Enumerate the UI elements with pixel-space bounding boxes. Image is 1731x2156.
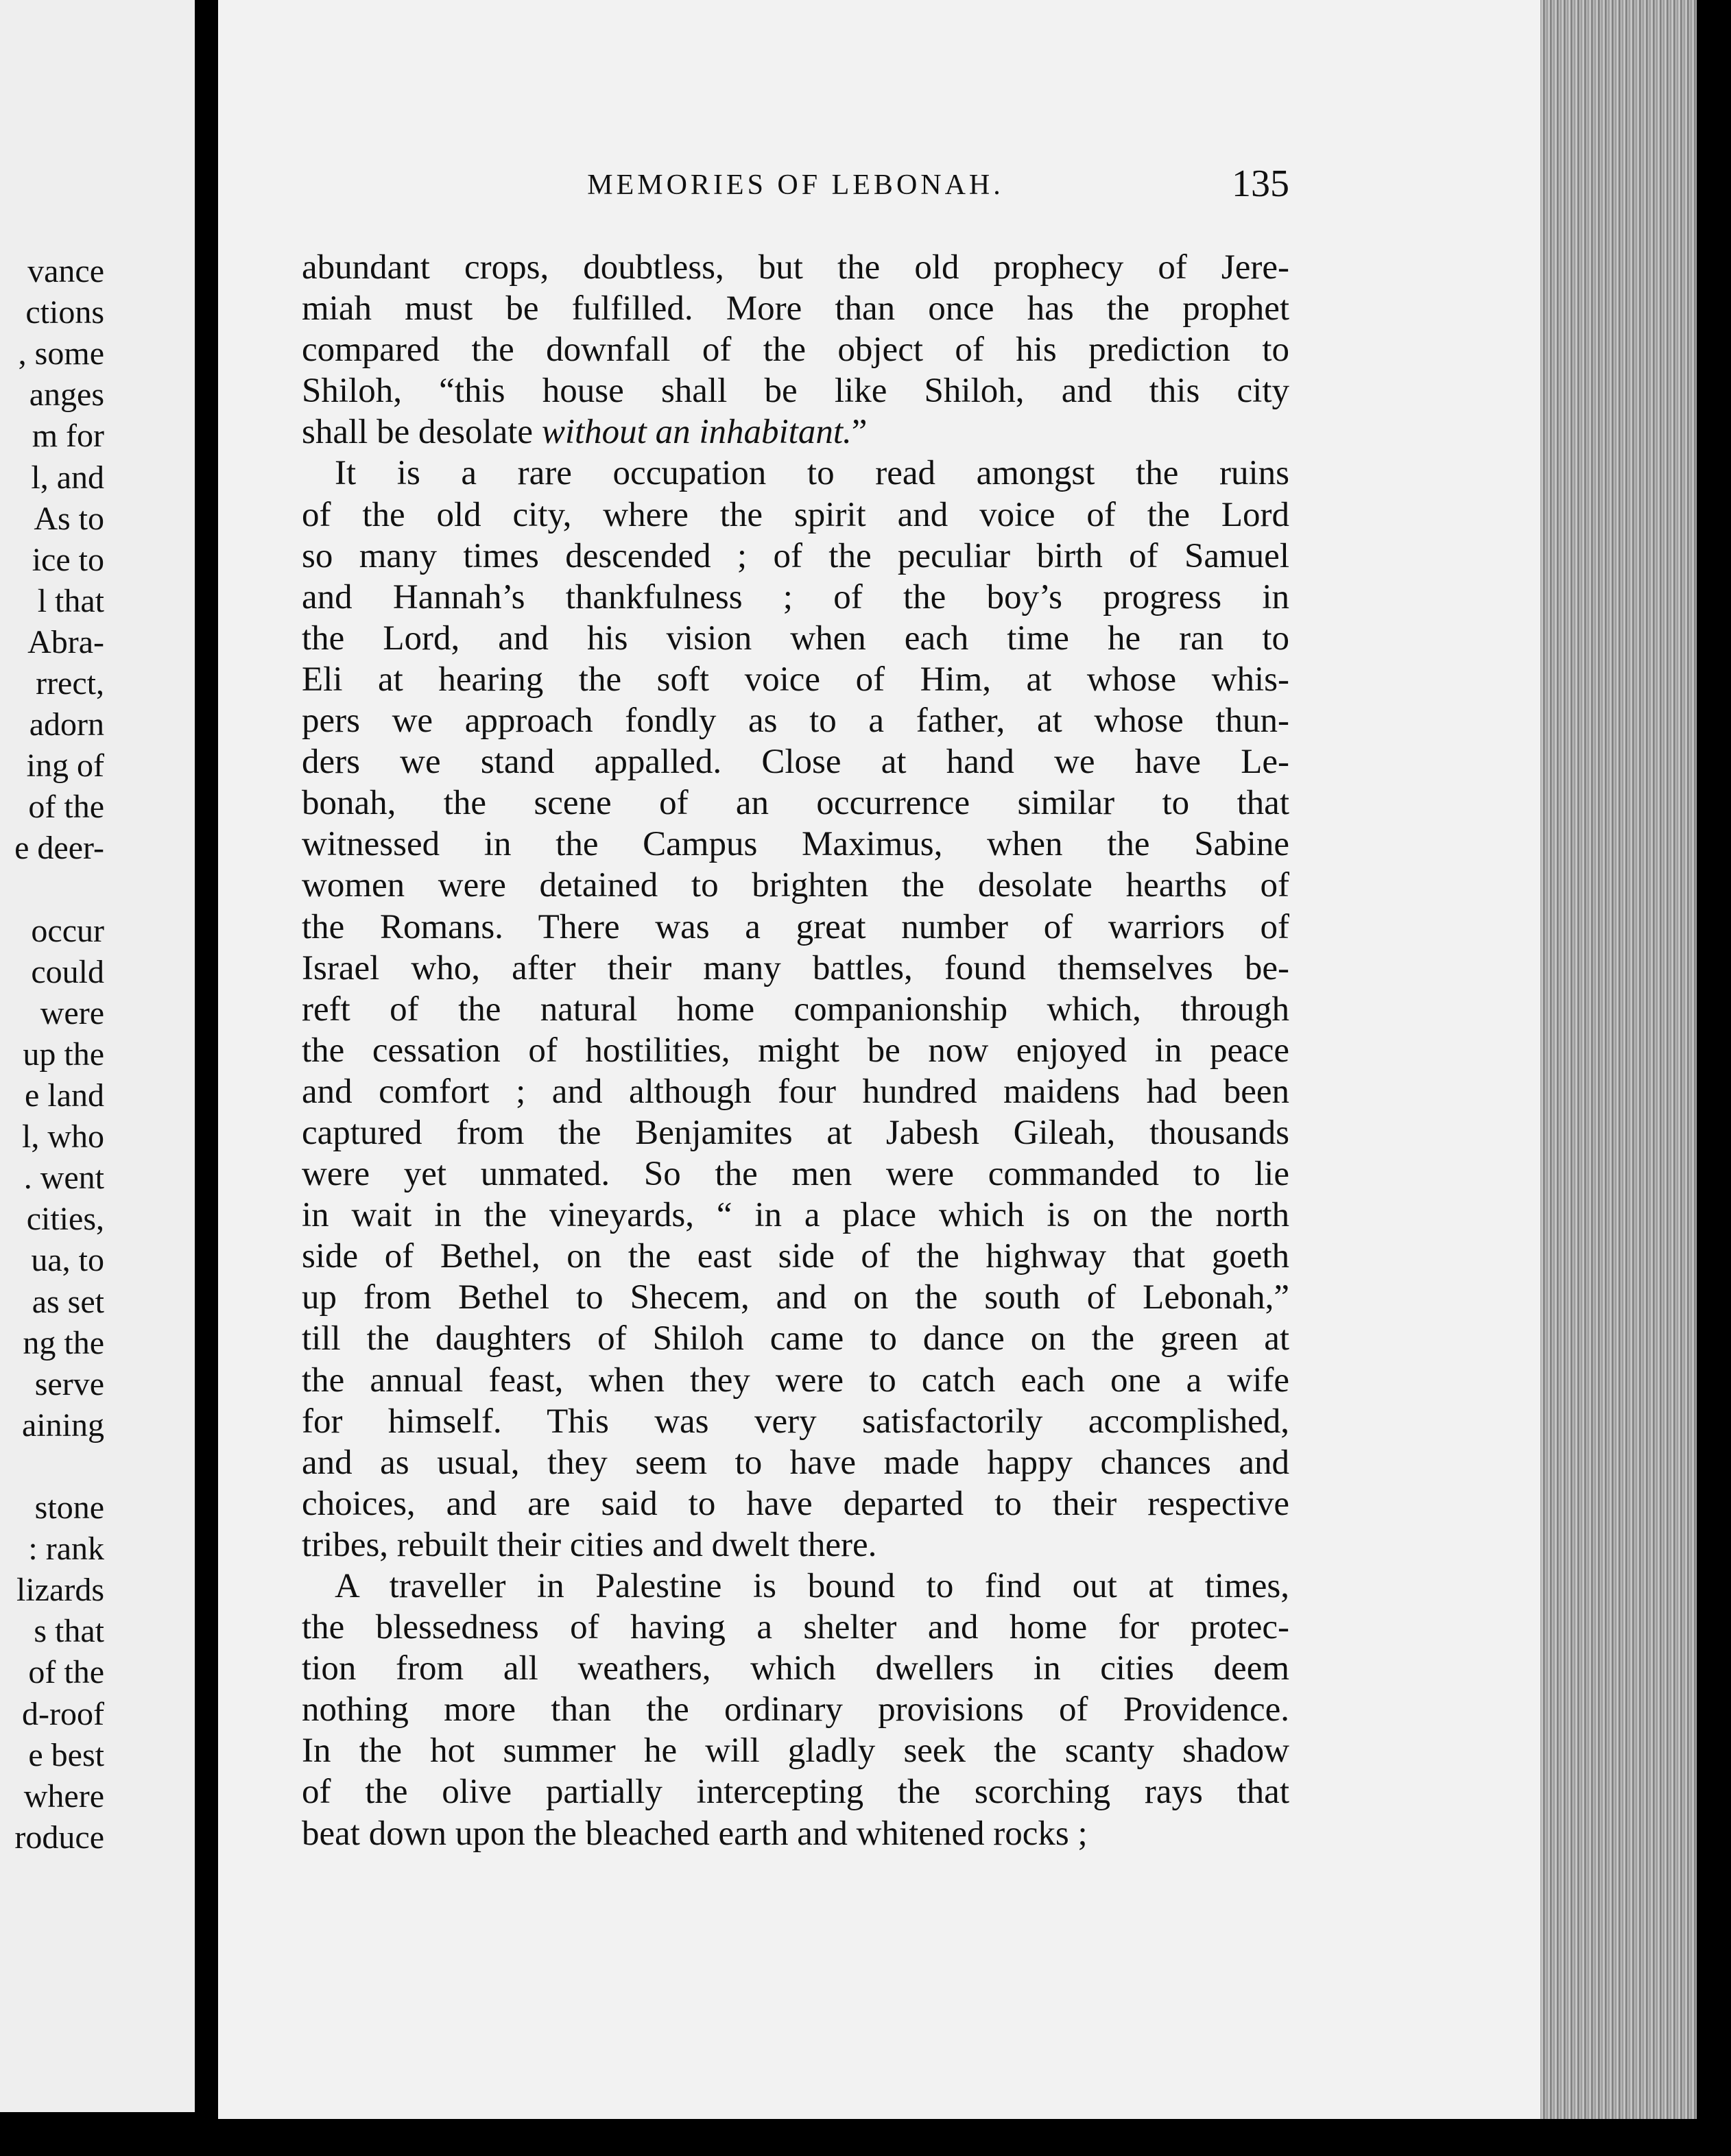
left-page-fragment: serve — [34, 1365, 104, 1402]
body-text — [302, 247, 1289, 1854]
text-line: the cessation of hostilities, might be now enjoyed in peace — [302, 1031, 1289, 1070]
text-line: miah must be fulfilled. More than once has the prophet — [302, 289, 1289, 328]
text-line: Shiloh, “this house shall be like Shiloh, and this city — [302, 372, 1289, 411]
left-page-fragment: e land — [25, 1077, 104, 1114]
left-page-fragment: adorn — [29, 706, 104, 743]
text-line: of the olive partially intercepting the scorching rays that — [302, 1773, 1289, 1812]
book-edge-shadow — [1697, 0, 1731, 2156]
left-page-fragment: e best — [28, 1736, 104, 1773]
left-page-fragment: s that — [34, 1613, 104, 1650]
text-line: women were detained to brighten the desolate hearths of — [302, 866, 1289, 905]
left-page-fragment: Abra- — [27, 623, 104, 660]
left-page-fragment: , some — [18, 335, 104, 372]
left-page-fragment: lizards — [16, 1572, 104, 1609]
text-line: up from Bethel to Shecem, and on the south of Lebonah,” — [302, 1278, 1289, 1317]
left-page-fragment: as set — [32, 1283, 104, 1320]
text-line: ders we stand appalled. Close at hand we have Le- — [302, 743, 1289, 782]
text-line: witnessed in the Campus Maximus, when the Sabine — [302, 825, 1289, 864]
text-line: and as usual, they seem to have made happy chances and — [302, 1443, 1289, 1482]
text-line: reft of the natural home companionship which, through — [302, 990, 1289, 1029]
text-line: the Lord, and his vision when each time he ran to — [302, 619, 1289, 658]
text-line: Eli at hearing the soft voice of Him, at whose whis- — [302, 660, 1289, 699]
left-page-fragment: of the — [28, 1654, 104, 1691]
text-line: It is a rare occupation to read amongst the ruins — [335, 454, 1289, 493]
left-page-fragment: l, who — [22, 1118, 104, 1155]
left-page-fragment: occur — [31, 912, 104, 949]
text-line: for himself. This was very satisfactorily accomplished, — [302, 1402, 1289, 1441]
text-line: side of Bethel, on the east side of the highway that goeth — [302, 1237, 1289, 1276]
left-page-fragment: up the — [23, 1035, 104, 1073]
text-line: of the old city, where the spirit and voice of the Lord — [302, 495, 1289, 534]
left-page-fragment: ng the — [23, 1324, 104, 1361]
left-page-fragment: : rank — [28, 1531, 104, 1568]
left-page-fragment: aining — [22, 1406, 104, 1444]
text-line: the Romans. There was a great number of warriors of — [302, 907, 1289, 946]
left-page-fragment: could — [31, 953, 104, 990]
text-line: tion from all weathers, which dwellers in cities deem — [302, 1649, 1289, 1688]
text-line: so many times descended ; of the peculiar birth of Samuel — [302, 536, 1289, 575]
left-page-fragment: were — [40, 994, 104, 1031]
left-page-fragment: ice to — [32, 541, 104, 578]
text-line: nothing more than the ordinary provisions of Providence. — [302, 1690, 1289, 1729]
text-line: bonah, the scene of an occurrence similar to that — [302, 784, 1289, 823]
text-line: shall be desolate without an inhabitant.” — [302, 413, 868, 452]
text-line: choices, and are said to have departed to their respective — [302, 1484, 1289, 1523]
left-page-fragment: vance — [27, 253, 104, 289]
text-line: In the hot summer he will gladly seek the scanty shadow — [302, 1732, 1289, 1771]
left-page-fragment: l that — [37, 582, 104, 619]
left-page-fragment: d-roof — [22, 1695, 104, 1732]
text-line: in wait in the vineyards, “ in a place which is on the north — [302, 1196, 1289, 1235]
left-page-fragment: ing of — [26, 747, 104, 784]
text-line: the blessedness of having a shelter and home for protec- — [302, 1608, 1289, 1647]
text-line: A traveller in Palestine is bound to find out at times, — [335, 1567, 1289, 1605]
left-page-fragment: ctions — [25, 294, 104, 331]
left-page-fragment: stone — [34, 1489, 104, 1526]
text-line: pers we approach fondly as to a father, at whose thun- — [302, 702, 1289, 741]
running-title: MEMORIES OF LEBONAH. — [587, 169, 1004, 201]
text-line: compared the downfall of the object of his prediction to — [302, 331, 1289, 370]
text-line: and comfort ; and although four hundred maidens had been — [302, 1072, 1289, 1111]
left-page-fragment: ua, to — [31, 1242, 104, 1279]
text-line: beat down upon the bleached earth and whitened rocks ; — [302, 1814, 1088, 1853]
left-page-fragment: cities, — [26, 1201, 104, 1238]
left-page-fragment: where — [23, 1777, 104, 1814]
left-page-fragment: roduce — [14, 1819, 104, 1856]
left-page-fragment: As to — [34, 500, 104, 537]
text-line: and Hannah’s thankfulness ; of the boy’s progress in — [302, 577, 1289, 616]
left-page-fragment: . went — [23, 1160, 104, 1197]
left-page-fragment: e deer- — [14, 830, 104, 867]
text-line: tribes, rebuilt their cities and dwelt there. — [302, 1525, 877, 1564]
left-page-fragment: of the — [28, 789, 104, 826]
page-edges — [1540, 0, 1697, 2119]
text-line: the annual feast, when they were to catch each one a wife — [302, 1361, 1289, 1400]
text-line: were yet unmated. So the men were commanded to lie — [302, 1155, 1289, 1194]
text-line: captured from the Benjamites at Jabesh Gileah, thousands — [302, 1113, 1289, 1152]
left-page-fragment: m for — [32, 418, 104, 455]
left-facing-page — [0, 0, 206, 2112]
book-gutter — [195, 0, 218, 2156]
text-line: Israel who, after their many battles, found themselves be- — [302, 948, 1289, 987]
left-page-fragment: anges — [29, 376, 104, 414]
page-number: 135 — [1232, 163, 1289, 205]
left-page-fragment: l, and — [31, 459, 104, 496]
page-header — [302, 162, 1289, 210]
text-line: till the daughters of Shiloh came to dance on the green at — [302, 1319, 1289, 1358]
text-line: abundant crops, doubtless, but the old prophecy of Jere- — [302, 248, 1289, 287]
left-page-fragment: rrect, — [36, 665, 104, 702]
